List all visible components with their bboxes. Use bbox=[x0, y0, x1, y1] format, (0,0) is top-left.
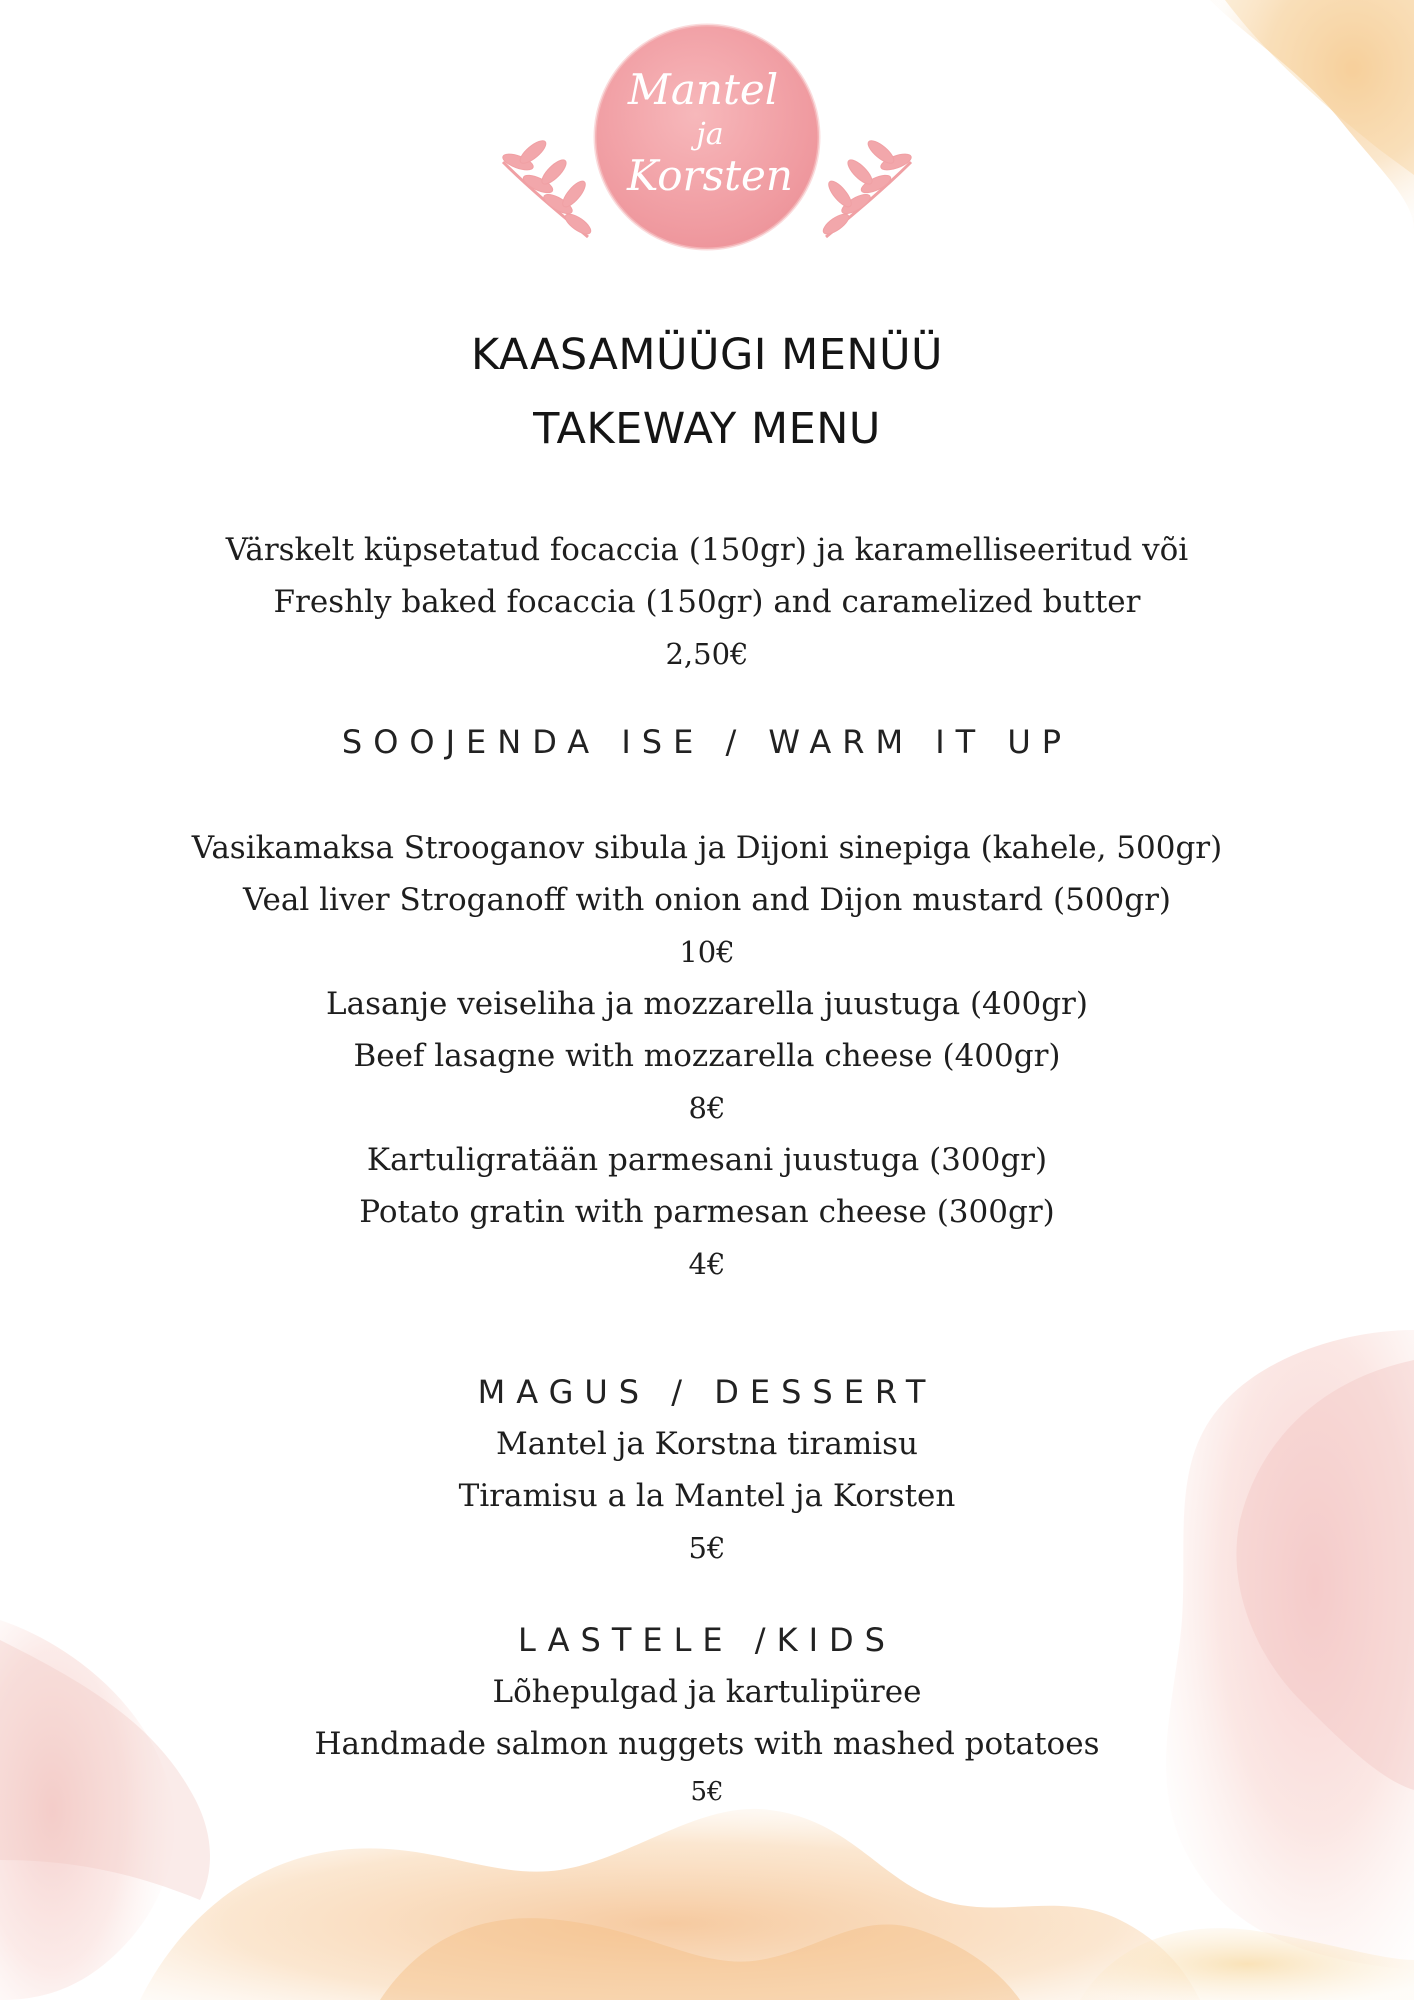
item-name-estonian: Lõhepulgad ja kartulipüree bbox=[492, 1674, 922, 1710]
section-title-dessert: MAGUS / DESSERT bbox=[477, 1373, 937, 1411]
menu-item bbox=[0, 1134, 1414, 1290]
item-name-estonian: Mantel ja Korstna tiramisu bbox=[495, 1426, 919, 1462]
item-name-estonian: Kartuligratään parmesani juustuga (300gr) bbox=[366, 1142, 1048, 1178]
item-price: 5€ bbox=[690, 1777, 724, 1807]
laurel-left-icon bbox=[501, 137, 594, 237]
item-name-english: Potato gratin with parmesan cheese (300gr) bbox=[359, 1194, 1055, 1230]
logo-text-line1: Mantel bbox=[627, 65, 779, 114]
menu-item bbox=[0, 822, 1414, 978]
item-price: 5€ bbox=[688, 1531, 726, 1565]
item-price: 8€ bbox=[688, 1091, 726, 1125]
menu-title bbox=[0, 318, 1414, 466]
brand-logo bbox=[488, 12, 926, 272]
section-title-warm: SOOJENDA ISE / WARM IT UP bbox=[341, 723, 1073, 761]
section-items-warm bbox=[0, 822, 1414, 1290]
item-name-english: Handmade salmon nuggets with mashed potatoes bbox=[314, 1726, 1100, 1762]
item-name-english: Tiramisu a la Mantel ja Korsten bbox=[458, 1478, 956, 1514]
section-kids bbox=[0, 1614, 1414, 1814]
section-heading-warm bbox=[0, 716, 1414, 768]
menu-item bbox=[0, 1666, 1414, 1814]
title-line-english: TAKEWAY MENU bbox=[533, 404, 881, 454]
item-name-english: Freshly baked focaccia (150gr) and caramelized butter bbox=[273, 584, 1141, 620]
item-price: 10€ bbox=[679, 935, 735, 969]
section-title-kids: LASTELE /KIDS bbox=[518, 1621, 896, 1659]
intro-menu-item bbox=[0, 524, 1414, 680]
item-name-estonian: Värskelt küpsetatud focaccia (150gr) ja karamelliseeritud või bbox=[225, 532, 1189, 568]
logo-text-line3: Korsten bbox=[627, 151, 793, 200]
item-name-estonian: Lasanje veiseliha ja mozzarella juustuga (400gr) bbox=[326, 986, 1088, 1022]
item-name-english: Beef lasagne with mozzarella cheese (400gr) bbox=[353, 1038, 1061, 1074]
item-name-english: Veal liver Stroganoff with onion and Dijon mustard (500gr) bbox=[242, 882, 1172, 918]
item-name-estonian: Vasikamaksa Strooganov sibula ja Dijoni sinepiga (kahele, 500gr) bbox=[191, 830, 1223, 866]
item-price: 4€ bbox=[688, 1247, 726, 1281]
title-line-estonian: KAASAMÜÜGI MENÜÜ bbox=[470, 330, 944, 380]
menu-item bbox=[0, 978, 1414, 1134]
item-price: 2,50€ bbox=[665, 637, 749, 671]
logo-text-line2: ja bbox=[696, 117, 724, 152]
section-dessert bbox=[0, 1366, 1414, 1574]
menu-item bbox=[0, 1418, 1414, 1574]
laurel-right-icon bbox=[820, 137, 913, 237]
